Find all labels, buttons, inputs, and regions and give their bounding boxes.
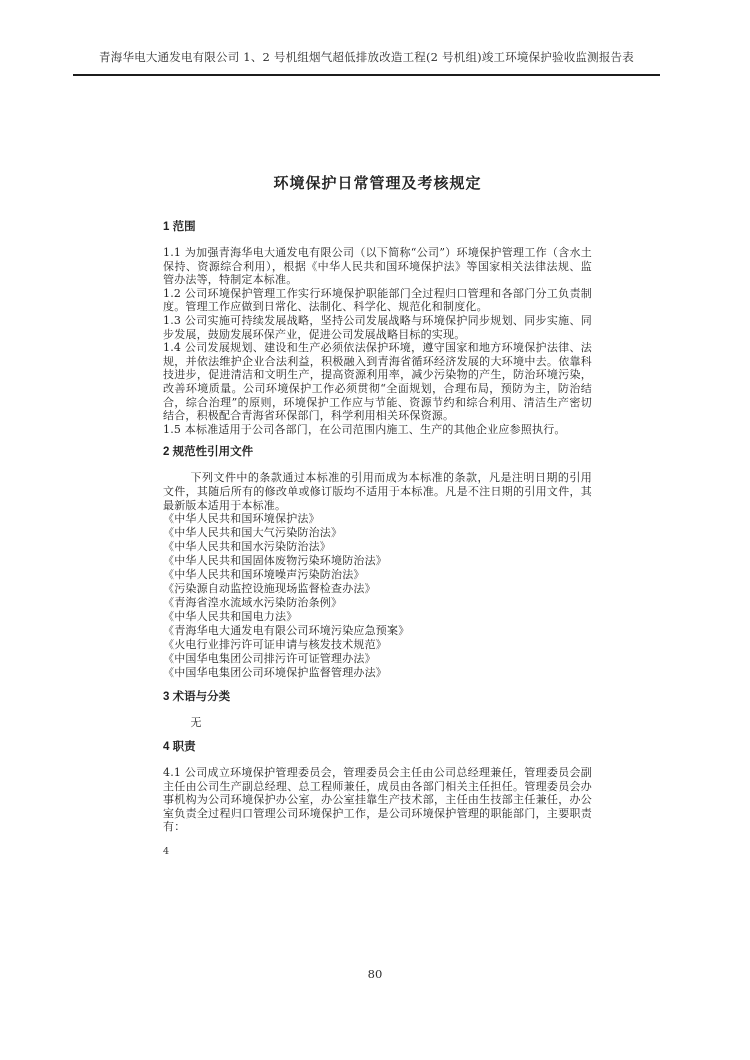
- reference-item: 《中华人民共和国环境噪声污染防治法》: [163, 568, 365, 582]
- terms-content: 无: [190, 716, 202, 730]
- paragraph-1-4: 1.4 公司发展规划、建设和生产必须依法保护环境，遵守国家和地方环境保护法律、法规，并依法维护企业合法利益，积极融入到青海省循环经济发展的大环境中去。依靠科技进步，促进清洁和文明生产，提高资源利用率，减少污染物的产生，防治环境污染，改善环境质量。公司环境保护工作必须贯彻“全面规划，合理布局，预防为主，防治结合，综合治理”的原则，环境保护工作应与节能、资源节约和综合利用、清洁生产密切结合，积极配合青海省环保部门，科学利用相关环保资源。: [163, 341, 592, 423]
- reference-item: 《中国华电集团公司排污许可证管理办法》: [163, 652, 376, 666]
- running-header: [73, 50, 660, 76]
- page-number: 80: [367, 967, 383, 981]
- paragraph-1-2: 1.2 公司环境保护管理工作实行环境保护职能部门全过程归口管理和各部门分工负责制度。管理工作应做到日常化、法制化、科学化、规范化和制度化。: [163, 286, 592, 314]
- paragraph-1-1: 1.1 为加强青海华电大通发电有限公司（以下简称“公司”）环境保护管理工作（含水土保持、资源综合利用），根据《中华人民共和国环境保护法》等国家相关法律法规、监管办法等，特制定本标准。: [163, 246, 592, 287]
- reference-item: 《中华人民共和国水污染防治法》: [163, 540, 331, 554]
- references-intro: 下列文件中的条款通过本标准的引用而成为本标准的条款，凡是注明日期的引用文件，其随后所有的修改单或修订版均不适用于本标准。凡是不注日期的引用文件，其最新版本适用于本标准。: [163, 471, 592, 512]
- reference-item: 《中华人民共和国大气污染防治法》: [163, 526, 343, 540]
- reference-item: 《青海省湟水流域水污染防治条例》: [163, 596, 343, 610]
- reference-item: 《中华人民共和国固体废物污染环境防治法》: [163, 554, 387, 568]
- running-header-text: 青海华电大通发电有限公司 1、2 号机组烟气超低排放改造工程(2 号机组)竣工环境保护验收监测报告表: [99, 50, 634, 64]
- section-responsibilities: [163, 740, 592, 834]
- document-title: 环境保护日常管理及考核规定: [273, 175, 482, 192]
- section-heading-3: 3 术语与分类: [163, 691, 231, 704]
- reference-item: 《污染源自动监控设施现场监督检查办法》: [163, 582, 376, 596]
- reference-item: 《中华人民共和国电力法》: [163, 610, 298, 624]
- section-heading-4: 4 职责: [163, 741, 196, 754]
- paragraph-1-5: 1.5 本标准适用于公司各部门，在公司范围内施工、生产的其他企业应参照执行。: [163, 422, 566, 436]
- references-list: [163, 512, 592, 680]
- reference-item: 《青海华电大通发电有限公司环境污染应急预案》: [163, 624, 410, 638]
- section-normative-references: [163, 445, 592, 680]
- reference-item: 《中华人民共和国环境保护法》: [163, 512, 320, 526]
- reference-item: 《火电行业排污许可证申请与核发技术规范》: [163, 638, 387, 652]
- paragraph-1-3: 1.3 公司实施可持续发展战略，坚持公司发展战略与环境保护同步规划、同步实施、同步发展，鼓励发展环保产业，促进公司发展战略目标的实现。: [163, 313, 592, 341]
- section-heading-1: 1 范围: [163, 221, 196, 233]
- section-heading-2: 2 规范性引用文件: [163, 446, 254, 459]
- document-body: [163, 174, 592, 858]
- inner-page-marker: 4: [163, 846, 170, 858]
- section-terms: [163, 690, 592, 730]
- paragraph-4-1: 4.1 公司成立环境保护管理委员会，管理委员会主任由公司总经理兼任，管理委员会副主任由公司生产副总经理、总工程师兼任，成员由各部门相关主任担任。管理委员会办事机构为公司环境保护办公室，办公室挂靠生产技术部，主任由生技部主任兼任，办公室负责全过程归口管理公司环境保护工作，是公司环境保护管理的职能部门，主要职责有：: [163, 766, 592, 834]
- reference-item: 《中国华电集团公司环境保护监督管理办法》: [163, 666, 387, 680]
- section-scope: [163, 220, 592, 436]
